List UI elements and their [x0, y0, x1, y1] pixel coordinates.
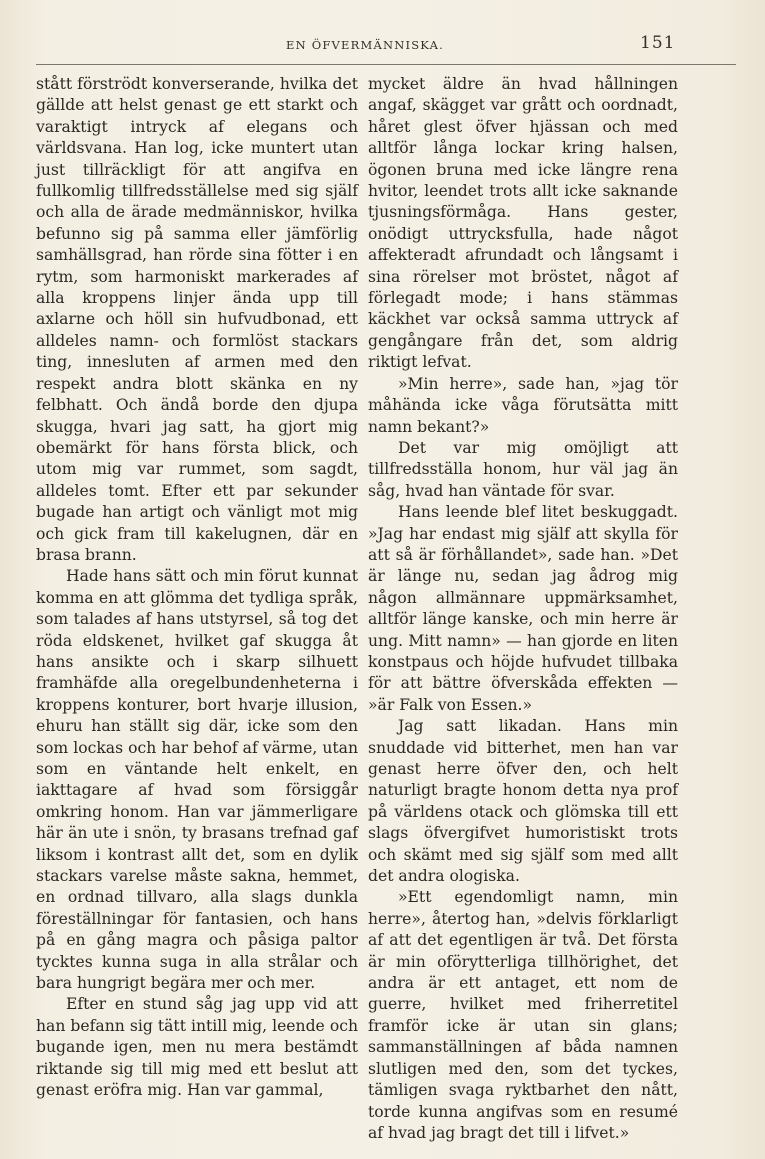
- paragraph: »Ett egendomligt namn, min herre», återtog han, »delvis förklarligt af att det egentligen är två. Det första är min oförytterliga tillhörighet, det andra är ett antaget, ett nom de guerre, hvilket med friherretitel framför icke är utan sin glans; sammanställningen af båda namnen slutligen med den, som det tyckes, tämligen svaga ryktbarhet den nått, torde kunna angifvas som en resumé af hvad jag bragt det till i lifvet.»: [368, 888, 678, 1142]
- paragraph: Hans leende blef litet beskuggadt. »Jag har endast mig själf att skylla för att så är förhållandet», sade han. »Det är länge nu, sedan jag ådrog mig någon allmännare uppmärksamhet, alltför länge kanske, och min herre är ung. Mitt namn» — han gjorde en liten konstpaus och höjde hufvudet tillbaka för att bättre öfverskåda effekten — »är Falk von Essen.»: [368, 503, 678, 714]
- paragraph: Jag satt likadan. Hans min snuddade vid bitterhet, men han var genast herre öfver den, och helt naturligt bragte honom detta nya prof på världens otack och glömska till ett slags öfvergifvet humoristiskt trots och skämt med sig själf som med allt det andra ologiska.: [368, 717, 678, 886]
- page-number: 151: [640, 33, 676, 53]
- paragraph: »Min herre», sade han, »jag tör måhända icke våga förutsätta mitt namn bekant?»: [368, 374, 678, 436]
- header-rule: [36, 64, 736, 65]
- paragraph: Efter en stund såg jag upp vid att han befann sig tätt intill mig, leende och bugande igen, men nu mera bestämdt riktande sig till mig med ett beslut att genast eröfra mig. Han var gammal,: [36, 995, 358, 1100]
- right-column: [368, 74, 678, 1144]
- paragraph: stått förströdt konverserande, hvilka det gällde att helst genast ge ett starkt och varaktigt intryck af elegans och världsvana. Han log, icke muntert utan just tillräckligt för att angifva en fullkomlig tillfredsställelse med sig själf och alla de ärade medmänniskor, hvilka befunno sig på samma eller jämförlig samhällsgrad, han rörde sina fötter i en rytm, som harmoniskt markerades af alla kroppens linjer ända upp till axlarne och höll sin hufvudbonad, ett alldeles namn- och formlöst stackars ting, innesluten af armen med den respekt andra blott skänka en ny felbhatt. Och ändå borde den djupa skugga, hvari jag satt, ha gjort mig obemärkt för hans första blick, och utom mig var rummet, som sagdt, alldeles tomt. Efter ett par sekunder bugade han artigt och vänligt mot mig och gick fram till kakelugnen, där en brasa brann.: [36, 75, 358, 564]
- left-column: [36, 74, 358, 1102]
- page-header: [0, 33, 765, 56]
- paragraph: Det var mig omöjligt att tillfredsställa honom, hur väl jag än såg, hvad han väntade för svar.: [368, 438, 678, 500]
- running-title: EN ÖFVERMÄNNISKA.: [286, 38, 444, 52]
- paragraph: Hade hans sätt och min förut kunnat komma en att glömma det tydliga språk, som talades af hans utstyrsel, så tog det röda eldskenet, hvilket gaf skugga åt hans ansikte och i skarp silhuett framhäfde alla oregelbundenheterna i kroppens konturer, bort hvarje illusion, ehuru han ställt sig där, icke som den som lockas och har behof af värme, utan som en väntande helt enkelt, en iakttagare af hvad som försiggår omkring honom. Han var jämmerligare här än ute i snön, ty brasans trefnad gaf liksom i kontrast allt det, som en dylik stackars varelse måste sakna, hemmet, en ordnad tillvaro, alla slags dunkla föreställningar för fantasien, och hans på en gång magra och påsiga paltor tycktes kunna suga in alla strålar och bara hungrigt begära mer och mer.: [36, 567, 358, 993]
- paragraph: mycket äldre än hvad hållningen angaf, skägget var grått och oordnadt, håret glest öfver hjässan och med alltför långa lockar kring halsen, ögonen bruna med icke längre rena hvitor, leendet trots allt icke saknande tjusningsförmåga. Hans gester, onödigt uttrycksfulla, hade något affekteradt afrundadt och långsamt i sina rörelser mot bröstet, något af förlegadt mode; i hans stämmas käckhet var också samma uttryck af gengångare från det, som aldrig riktigt lefvat.: [368, 75, 678, 372]
